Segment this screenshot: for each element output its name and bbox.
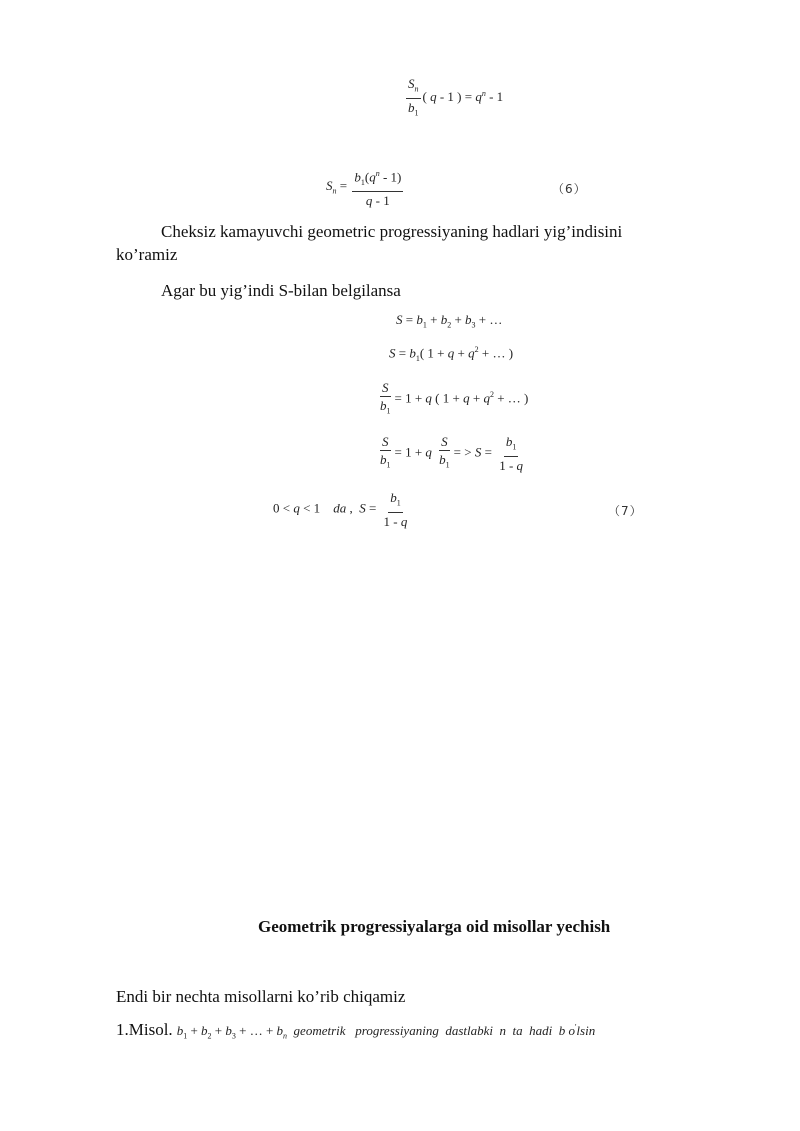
section-intro: Endi bir nechta misollarni ko’rib chiqamiz (116, 987, 406, 1006)
equation-number-7: （7） (608, 504, 643, 518)
paragraph-line: Agar bu yig’indi S-bilan belgilansa (161, 281, 401, 300)
example-line (116, 1020, 595, 1041)
formula-sn-over-b1: $\frac{S_n}{b_1}$ ( q - 1 ) = $q^n - 1$ (408, 76, 504, 118)
formula-derivation: $\frac{S}{b_1}$ = 1 + q $\frac{S}{b_1}$ = > S = $\frac{b_1}{1 - q}$ (380, 434, 524, 473)
paragraph-line: ko’ramiz (116, 245, 178, 264)
equation-number-6: （6） (552, 182, 587, 196)
formula-infinite-sum: $S = b_1 + b_2 + b_3$ + … (396, 312, 503, 330)
formula-sn-sum: $S_n$ = $\frac{b_1(q^n - 1)}{q - 1}$ (326, 166, 405, 208)
formula-infinite-geometric-sum: 0 < q < 1 da , S = $\frac{b_1}{1 - q}$ (273, 490, 408, 529)
section-heading: Geometrik progressiyalarga oid misollar yechish (258, 917, 611, 936)
example-formula: $b_1 + b_2 + b_3$ + … + $b_n$ geometrik progressiyaning dastlabki n ta hadi b o'lsin (176, 1022, 596, 1041)
paragraph-line: Cheksiz kamayuvchi geometric progressiyaning hadlari yig’indisini (161, 222, 623, 241)
formula-s-over-b1: $\frac{S}{b_1}$ = 1 + q ( $1 + q + q^2$ + … ) (380, 380, 529, 416)
example-label: 1.Misol. (116, 1020, 173, 1039)
formula-factored-sum: $S = b_1$( $1 + q + q^2$ + … ) (389, 345, 514, 363)
